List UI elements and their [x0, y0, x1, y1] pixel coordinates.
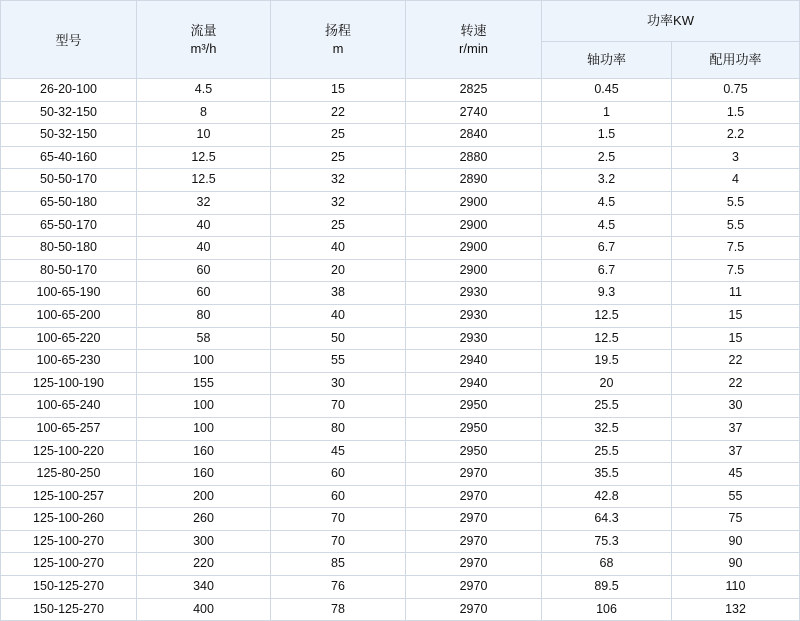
cell-model: 125-100-190	[1, 372, 137, 395]
cell-shaft-power: 3.2	[542, 169, 672, 192]
cell-head: 55	[271, 350, 406, 373]
cell-head: 32	[271, 191, 406, 214]
cell-shaft-power: 89.5	[542, 576, 672, 599]
cell-shaft-power: 35.5	[542, 463, 672, 486]
cell-speed: 2970	[406, 530, 542, 553]
cell-motor-power: 15	[672, 327, 800, 350]
cell-shaft-power: 25.5	[542, 395, 672, 418]
cell-speed: 2900	[406, 237, 542, 260]
cell-flow: 8	[137, 101, 271, 124]
cell-head: 25	[271, 146, 406, 169]
cell-head: 60	[271, 485, 406, 508]
table-row	[1, 598, 800, 621]
cell-head: 80	[271, 417, 406, 440]
cell-head: 85	[271, 553, 406, 576]
cell-speed: 2970	[406, 576, 542, 599]
cell-motor-power: 5.5	[672, 214, 800, 237]
table-row	[1, 553, 800, 576]
cell-speed: 2970	[406, 485, 542, 508]
table-row	[1, 169, 800, 192]
cell-shaft-power: 9.3	[542, 282, 672, 305]
cell-flow: 155	[137, 372, 271, 395]
cell-flow: 40	[137, 214, 271, 237]
cell-shaft-power: 0.45	[542, 79, 672, 102]
cell-speed: 2940	[406, 372, 542, 395]
table-row	[1, 508, 800, 531]
cell-head: 25	[271, 124, 406, 147]
cell-speed: 2970	[406, 553, 542, 576]
cell-motor-power: 45	[672, 463, 800, 486]
cell-shaft-power: 42.8	[542, 485, 672, 508]
table-row	[1, 282, 800, 305]
cell-speed: 2970	[406, 508, 542, 531]
cell-flow: 100	[137, 350, 271, 373]
cell-shaft-power: 6.7	[542, 259, 672, 282]
cell-speed: 2825	[406, 79, 542, 102]
cell-model: 100-65-257	[1, 417, 137, 440]
cell-head: 40	[271, 304, 406, 327]
cell-head: 70	[271, 395, 406, 418]
cell-flow: 340	[137, 576, 271, 599]
cell-model: 26-20-100	[1, 79, 137, 102]
cell-model: 100-65-230	[1, 350, 137, 373]
table-row	[1, 101, 800, 124]
cell-speed: 2970	[406, 598, 542, 621]
cell-flow: 60	[137, 259, 271, 282]
cell-motor-power: 110	[672, 576, 800, 599]
cell-shaft-power: 12.5	[542, 327, 672, 350]
cell-speed: 2900	[406, 214, 542, 237]
table-row	[1, 485, 800, 508]
table-body	[1, 79, 800, 621]
cell-model: 100-65-190	[1, 282, 137, 305]
cell-head: 20	[271, 259, 406, 282]
cell-model: 50-32-150	[1, 124, 137, 147]
table-row	[1, 259, 800, 282]
cell-motor-power: 0.75	[672, 79, 800, 102]
cell-flow: 100	[137, 417, 271, 440]
cell-speed: 2950	[406, 440, 542, 463]
table-row	[1, 304, 800, 327]
table-row	[1, 530, 800, 553]
cell-motor-power: 4	[672, 169, 800, 192]
cell-shaft-power: 64.3	[542, 508, 672, 531]
column-header-head	[271, 1, 406, 79]
table-row	[1, 440, 800, 463]
cell-flow: 10	[137, 124, 271, 147]
table-row	[1, 237, 800, 260]
cell-head: 40	[271, 237, 406, 260]
column-header-flow-unit: m³/h	[190, 40, 217, 56]
cell-motor-power: 30	[672, 395, 800, 418]
cell-head: 78	[271, 598, 406, 621]
table-row	[1, 576, 800, 599]
cell-flow: 100	[137, 395, 271, 418]
cell-model: 80-50-180	[1, 237, 137, 260]
table-row	[1, 417, 800, 440]
cell-model: 125-100-270	[1, 530, 137, 553]
table-row	[1, 372, 800, 395]
cell-motor-power: 7.5	[672, 259, 800, 282]
cell-flow: 160	[137, 440, 271, 463]
cell-motor-power: 90	[672, 553, 800, 576]
cell-speed: 2880	[406, 146, 542, 169]
cell-model: 65-50-170	[1, 214, 137, 237]
column-header-speed-unit: r/min	[459, 40, 488, 56]
column-header-flow	[137, 1, 271, 79]
cell-shaft-power: 106	[542, 598, 672, 621]
cell-shaft-power: 6.7	[542, 237, 672, 260]
column-header-head-unit: m	[332, 40, 344, 56]
cell-flow: 220	[137, 553, 271, 576]
cell-motor-power: 7.5	[672, 237, 800, 260]
cell-speed: 2930	[406, 327, 542, 350]
cell-model: 125-100-257	[1, 485, 137, 508]
table-row	[1, 463, 800, 486]
cell-shaft-power: 4.5	[542, 214, 672, 237]
table-row	[1, 350, 800, 373]
cell-shaft-power: 25.5	[542, 440, 672, 463]
cell-model: 150-125-270	[1, 576, 137, 599]
cell-speed: 2740	[406, 101, 542, 124]
table-row	[1, 124, 800, 147]
cell-flow: 160	[137, 463, 271, 486]
cell-flow: 40	[137, 237, 271, 260]
cell-model: 125-100-270	[1, 553, 137, 576]
cell-motor-power: 1.5	[672, 101, 800, 124]
table-header	[1, 1, 800, 79]
cell-speed: 2900	[406, 191, 542, 214]
cell-speed: 2890	[406, 169, 542, 192]
cell-flow: 60	[137, 282, 271, 305]
cell-speed: 2900	[406, 259, 542, 282]
cell-motor-power: 2.2	[672, 124, 800, 147]
cell-model: 100-65-240	[1, 395, 137, 418]
cell-motor-power: 90	[672, 530, 800, 553]
cell-model: 150-125-270	[1, 598, 137, 621]
column-header-motor-power: 配用功率	[672, 42, 800, 79]
cell-model: 125-100-220	[1, 440, 137, 463]
cell-shaft-power: 4.5	[542, 191, 672, 214]
cell-motor-power: 3	[672, 146, 800, 169]
cell-motor-power: 22	[672, 372, 800, 395]
column-header-shaft-power: 轴功率	[542, 42, 672, 79]
table-row	[1, 191, 800, 214]
cell-motor-power: 37	[672, 417, 800, 440]
cell-model: 100-65-200	[1, 304, 137, 327]
cell-model: 65-50-180	[1, 191, 137, 214]
cell-speed: 2840	[406, 124, 542, 147]
cell-shaft-power: 1.5	[542, 124, 672, 147]
cell-shaft-power: 20	[542, 372, 672, 395]
cell-motor-power: 5.5	[672, 191, 800, 214]
cell-model: 80-50-170	[1, 259, 137, 282]
cell-flow: 4.5	[137, 79, 271, 102]
cell-head: 45	[271, 440, 406, 463]
cell-speed: 2940	[406, 350, 542, 373]
cell-head: 60	[271, 463, 406, 486]
cell-flow: 58	[137, 327, 271, 350]
cell-head: 50	[271, 327, 406, 350]
cell-head: 76	[271, 576, 406, 599]
column-header-model: 型号	[1, 1, 137, 79]
cell-shaft-power: 19.5	[542, 350, 672, 373]
cell-model: 50-32-150	[1, 101, 137, 124]
table-row	[1, 327, 800, 350]
cell-flow: 200	[137, 485, 271, 508]
cell-speed: 2950	[406, 395, 542, 418]
cell-shaft-power: 75.3	[542, 530, 672, 553]
cell-model: 125-100-260	[1, 508, 137, 531]
cell-flow: 32	[137, 191, 271, 214]
cell-model: 65-40-160	[1, 146, 137, 169]
cell-head: 38	[271, 282, 406, 305]
table-row	[1, 214, 800, 237]
column-header-power-group: 功率KW	[542, 1, 800, 42]
cell-head: 32	[271, 169, 406, 192]
cell-motor-power: 75	[672, 508, 800, 531]
table-header-row-1	[1, 1, 800, 42]
cell-flow: 260	[137, 508, 271, 531]
cell-shaft-power: 2.5	[542, 146, 672, 169]
cell-speed: 2930	[406, 282, 542, 305]
cell-flow: 12.5	[137, 146, 271, 169]
cell-motor-power: 37	[672, 440, 800, 463]
cell-model: 100-65-220	[1, 327, 137, 350]
cell-model: 50-50-170	[1, 169, 137, 192]
cell-shaft-power: 12.5	[542, 304, 672, 327]
column-header-speed	[406, 1, 542, 79]
cell-motor-power: 132	[672, 598, 800, 621]
column-header-speed-label: 转速	[460, 22, 487, 38]
cell-head: 15	[271, 79, 406, 102]
cell-head: 70	[271, 530, 406, 553]
cell-motor-power: 15	[672, 304, 800, 327]
table-row	[1, 79, 800, 102]
cell-motor-power: 55	[672, 485, 800, 508]
cell-motor-power: 11	[672, 282, 800, 305]
cell-model: 125-80-250	[1, 463, 137, 486]
cell-head: 25	[271, 214, 406, 237]
cell-head: 70	[271, 508, 406, 531]
column-header-head-label: 扬程	[324, 22, 351, 38]
cell-speed: 2950	[406, 417, 542, 440]
cell-speed: 2970	[406, 463, 542, 486]
cell-flow: 400	[137, 598, 271, 621]
cell-flow: 80	[137, 304, 271, 327]
cell-motor-power: 22	[672, 350, 800, 373]
column-header-flow-label: 流量	[190, 22, 217, 38]
cell-head: 30	[271, 372, 406, 395]
cell-head: 22	[271, 101, 406, 124]
cell-flow: 12.5	[137, 169, 271, 192]
table-row	[1, 146, 800, 169]
cell-flow: 300	[137, 530, 271, 553]
cell-speed: 2930	[406, 304, 542, 327]
cell-shaft-power: 1	[542, 101, 672, 124]
cell-shaft-power: 68	[542, 553, 672, 576]
cell-shaft-power: 32.5	[542, 417, 672, 440]
table-row	[1, 395, 800, 418]
